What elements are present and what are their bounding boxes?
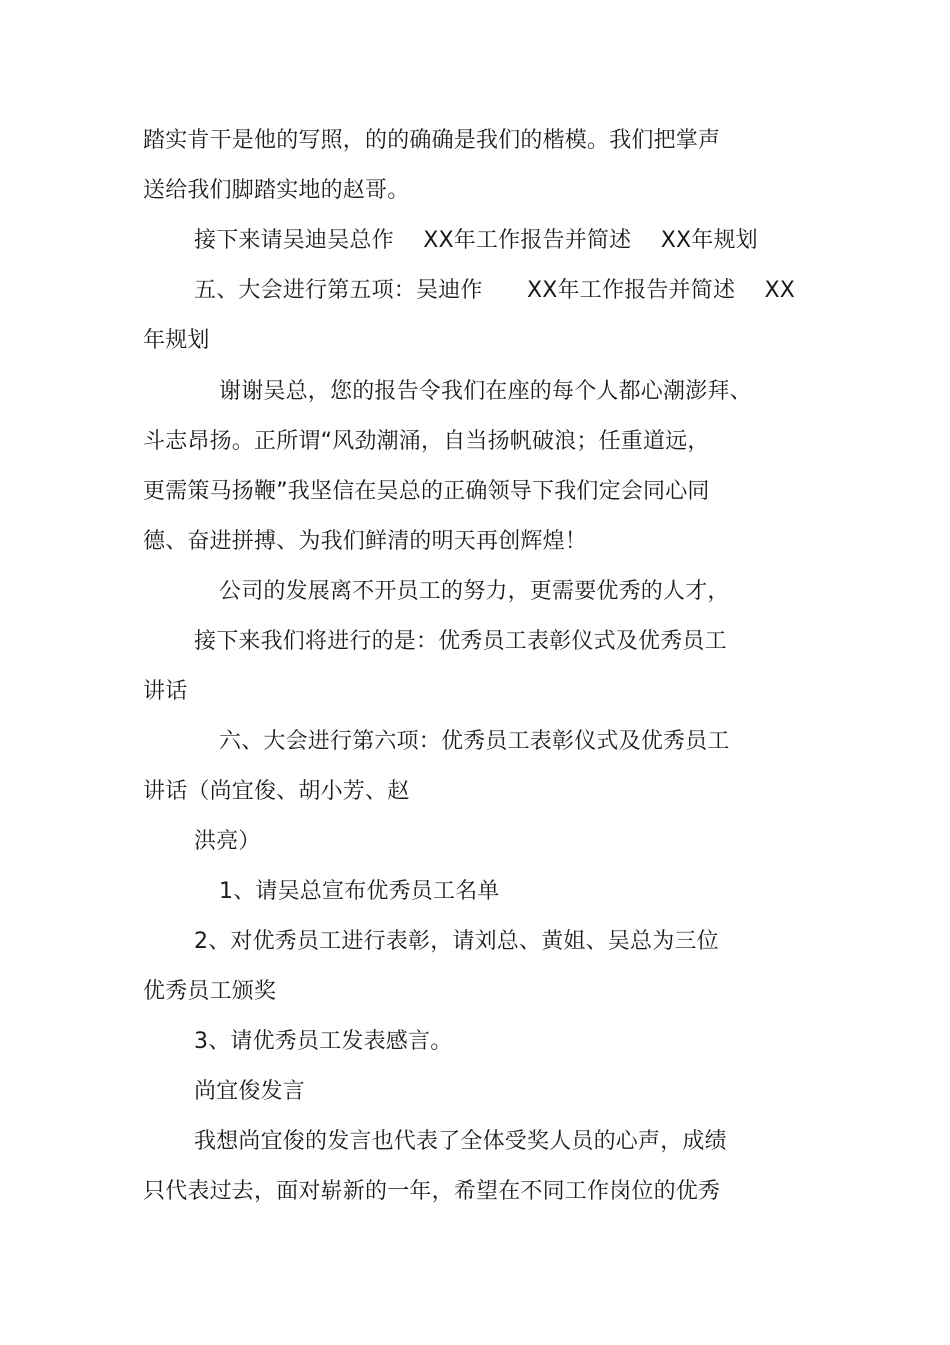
text-line: 讲话 [143, 679, 188, 704]
text-line: 斗志昂扬。正所谓“风劲潮涌，自当扬帆破浪；任重道远， [143, 429, 710, 454]
section-heading: 六、大会进行第六项：优秀员工表彰仪式及优秀员工 [219, 729, 730, 754]
text-line: 我想尚宜俊的发言也代表了全体受奖人员的心声，成绩 [194, 1129, 727, 1154]
text-line: 年规划 [143, 328, 210, 353]
text-line: 接下来我们将进行的是：优秀员工表彰仪式及优秀员工 [194, 629, 727, 654]
section-heading: 五、大会进行第五项：吴迪作 XX年工作报告并简述 XX [194, 278, 796, 303]
text-line: 更需策马扬鞭”我坚信在吴总的正确领导下我们定会同心同 [143, 479, 710, 504]
text-line: 只代表过去，面对崭新的一年，希望在不同工作岗位的优秀 [143, 1179, 721, 1204]
text-line: 踏实肯干是他的写照，的的确确是我们的楷模。我们把掌声 [143, 128, 721, 153]
list-item: 1、请吴总宣布优秀员工名单 [219, 879, 500, 904]
text-line: 优秀员工颁奖 [143, 979, 277, 1004]
list-item: 3、请优秀员工发表感言。 [194, 1029, 453, 1054]
text-line: 接下来请吴迪吴总作 XX年工作报告并简述 XX年规划 [194, 228, 758, 253]
text-line: 讲话（尚宜俊、胡小芳、赵 [143, 779, 410, 804]
list-item: 2、对优秀员工进行表彰，请刘总、黄姐、吴总为三位 [194, 929, 719, 954]
text-line: 送给我们脚踏实地的赵哥。 [143, 178, 410, 203]
text-line: 德、奋进拼搏、为我们鲜清的明天再创辉煌！ [143, 529, 588, 554]
text-line: 尚宜俊发言 [194, 1079, 306, 1104]
text-line: 公司的发展离不开员工的努力，更需要优秀的人才， [219, 579, 730, 604]
text-line: 谢谢吴总，您的报告令我们在座的每个人都心潮澎拜、 [219, 379, 752, 404]
text-line: 洪亮） [194, 829, 261, 854]
